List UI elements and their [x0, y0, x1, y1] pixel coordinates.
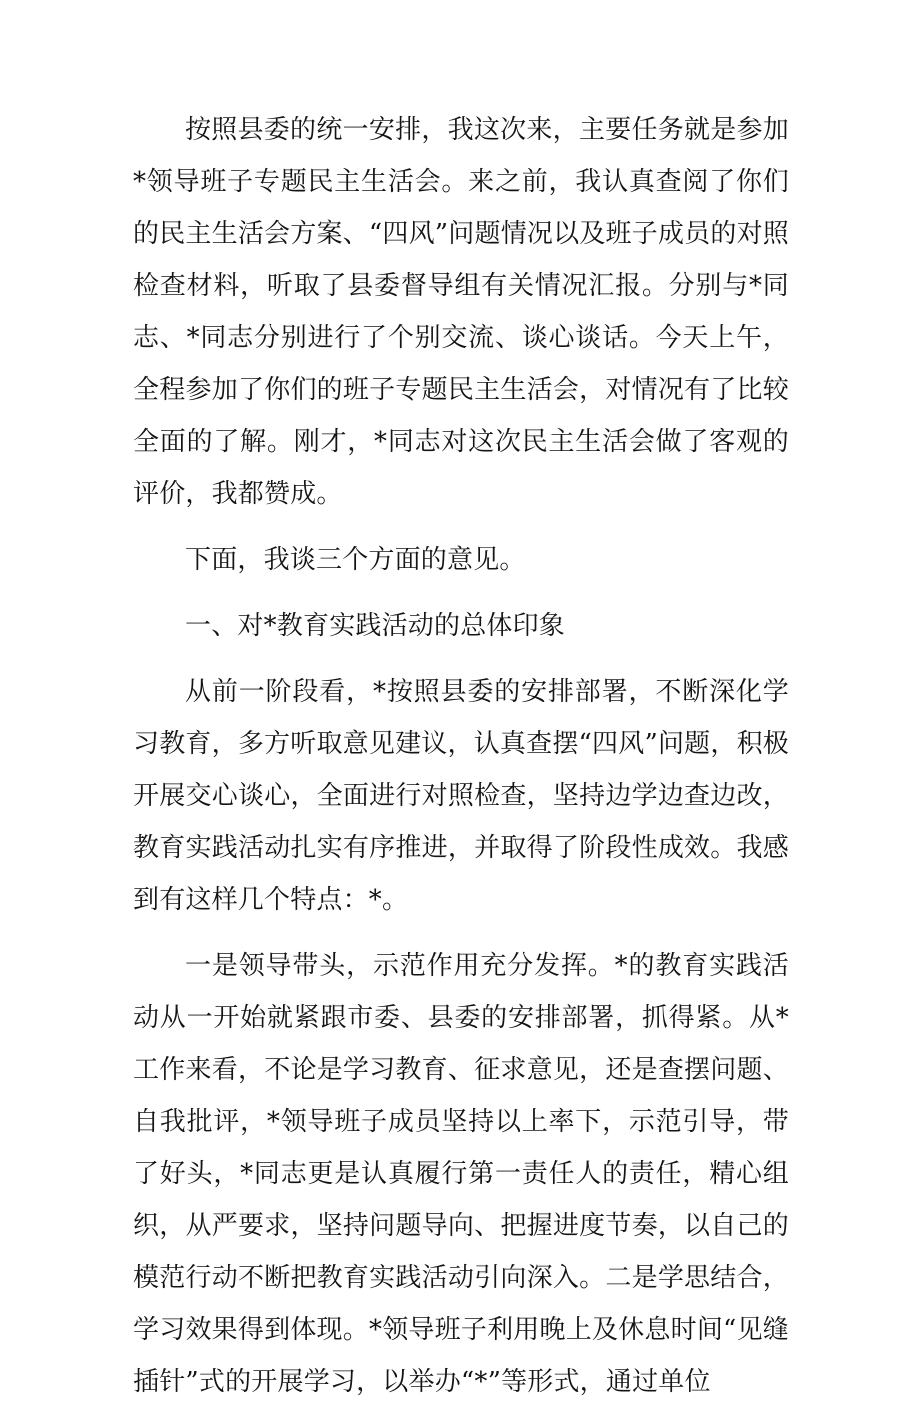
document-body — [133, 104, 789, 1408]
paragraph-characteristics: 一是领导带头，示范作用充分发挥。*的教育实践活动从一开始就紧跟市委、县委的安排部署，抓得紧。从*工作来看，不论是学习教育、征求意见，还是查摆问题、自我批评，*领导班子成员坚持以上率下，示范引导，带了好头，*同志更是认真履行第一责任人的责任，精心组织，从严要求，坚持问题导向、把握进度节奏，以自己的模范行动不断把教育实践活动引向深入。二是学思结合，学习效果得到体现。*领导班子利用晚上及休息时间“见缝插针”式的开展学习，以举办“*”等形式，通过单位 — [133, 951, 789, 1397]
paragraph-overview: 从前一阶段看，*按照县委的安排部署，不断深化学习教育，多方听取意见建议，认真查摆“四风”问题，积极开展交心谈心，全面进行对照检查，坚持边学边查边改，教育实践活动扎实有序推进，并取得了阶段性成效。我感到有这样几个特点：*。 — [133, 677, 789, 915]
paragraph-transition: 下面，我谈三个方面的意见。 — [185, 545, 526, 575]
paragraph-intro: 按照县委的统一安排，我这次来，主要任务就是参加*领导班子专题民主生活会。来之前，我认真查阅了你们的民主生活会方案、“四风”问题情况以及班子成员的对照检查材料，听取了县委督导组有关情况汇报。分别与*同志、*同志分别进行了个别交流、谈心谈话。今天上午，全程参加了你们的班子专题民主生活会，对情况有了比较全面的了解。刚才，*同志对这次民主生活会做了客观的评价，我都赞成。 — [133, 115, 789, 509]
section-heading-1: 一、对*教育实践活动的总体印象 — [185, 611, 566, 641]
